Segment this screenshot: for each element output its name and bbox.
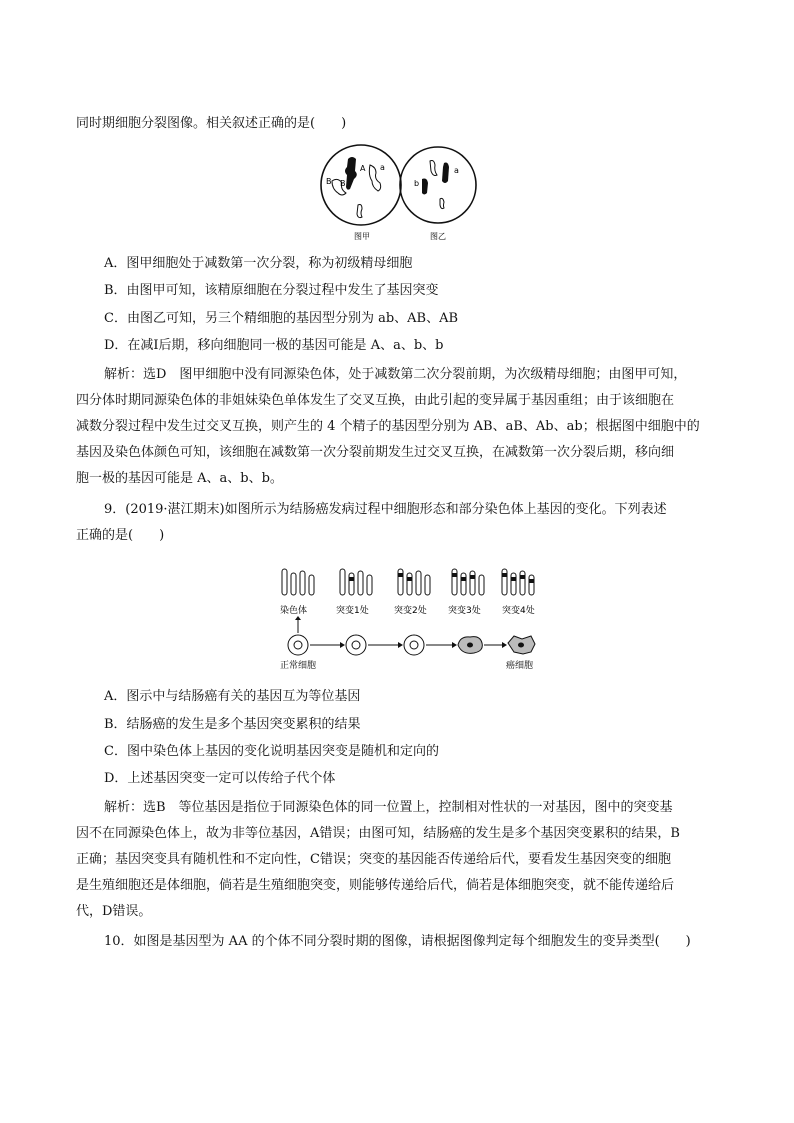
chromosome-small-jia bbox=[357, 205, 362, 218]
q8-analysis-line-3: 减数分裂过程中发生过交叉互换，则产生的 4 个精子的基因型分别为 AB、aB、Ab、ab；根据图中细胞中的 bbox=[76, 419, 700, 434]
label-mutation-3: 突变3处 bbox=[448, 606, 481, 616]
q9-analysis-line-5: 代，D错误。 bbox=[76, 904, 152, 919]
q9-analysis-line-4: 是生殖细胞还是体细胞，倘若是生殖细胞突变，则能够传递给后代，倘若是体细胞突变，就不能传递给后 bbox=[76, 878, 675, 893]
gene-label-b-yi: b bbox=[414, 179, 420, 188]
chromosome-light-yi bbox=[430, 161, 437, 176]
gene-label-a: a bbox=[380, 163, 385, 172]
q8-option-c: C．由图乙可知，另三个精细胞的基因型分别为 ab、AB、AB bbox=[104, 311, 459, 326]
q9-analysis-line-3: 正确；基因突变具有随机性和不定向性，C错误；突变的基因能否传递给后代，要看发生基因突变的细胞 bbox=[76, 852, 671, 867]
cell-normal bbox=[288, 635, 308, 655]
gene-label-a-yi: a bbox=[454, 166, 459, 175]
cell-yi-membrane bbox=[400, 147, 476, 223]
arrow-1 bbox=[340, 642, 345, 648]
q9-option-a: A．图示中与结肠癌有关的基因互为等位基因 bbox=[104, 689, 361, 704]
label-mutation-1: 突变1处 bbox=[336, 606, 369, 616]
q9-option-d: D．上述基因突变一定可以传给子代个体 bbox=[104, 771, 336, 786]
q8-analysis-line-5: 胞一极的基因可能是 A、a、b、b。 bbox=[76, 471, 283, 486]
q8-option-b: B．由图甲可知，该精原细胞在分裂过程中发生了基因突变 bbox=[104, 283, 439, 298]
label-mutation-2: 突变2处 bbox=[394, 606, 427, 616]
figure-label-jia: 图甲 bbox=[354, 232, 370, 241]
chromosome-group-mut3 bbox=[452, 569, 484, 595]
chromosome-dark-yi-1 bbox=[442, 163, 449, 184]
chromosome-small-yi bbox=[440, 198, 444, 208]
q9-analysis-line-1: 解析：选B 等位基因是指位于同源染色体的同一位置上，控制相对性状的一对基因，图中的突变基 bbox=[104, 800, 673, 815]
label-chromosome: 染色体 bbox=[280, 606, 308, 616]
q8-option-d: D．在减Ⅰ后期，移向细胞同一极的基因可能是 A、a、b、b bbox=[104, 338, 444, 353]
q9-analysis-line-2: 因不在同源染色体上，故为非等位基因，A错误；由图可知，结肠癌的发生是多个基因突变累积的结果，B bbox=[76, 826, 680, 841]
q8-analysis-line-4: 基因及染色体颜色可知，该细胞在减数第一次分裂前期发生过交叉互换，在减数第一次分裂后期，移向细 bbox=[76, 445, 675, 460]
label-cancer-cell: 癌细胞 bbox=[506, 661, 534, 671]
chromosome-group-normal bbox=[282, 569, 314, 595]
gene-label-A: A bbox=[360, 164, 366, 173]
chromosome-group-mut2 bbox=[398, 569, 430, 595]
label-mutation-4: 突变4处 bbox=[502, 606, 535, 616]
q9-stem-line-2: 正确的是( ) bbox=[76, 528, 165, 543]
arrow-2 bbox=[398, 642, 403, 648]
q9-stem-line-1: 9．(2019·湛江期末)如图所示为结肠癌发病过程中细胞形态和部分染色体上基因的变化。下列表述 bbox=[104, 502, 667, 517]
cell-stage-2 bbox=[404, 635, 424, 655]
chromosome-light-jia bbox=[369, 165, 380, 191]
arrow-4 bbox=[502, 642, 507, 648]
q10-stem: 10．如图是基因型为 AA 的个体不同分裂时期的图像，请根据图像判定每个细胞发生的变异类型( ) bbox=[104, 934, 691, 949]
q8-analysis-line-2: 四分体时期同源染色体的非姐妹染色单体发生了交叉互换，由此引起的变异属于基因重组；由于该细胞在 bbox=[76, 393, 675, 408]
chromosome-group-mut1 bbox=[340, 569, 372, 595]
gene-label-B2: B bbox=[340, 179, 346, 188]
figure-label-yi: 图乙 bbox=[430, 232, 446, 241]
q8-stem: 同时期细胞分裂图像。相关叙述正确的是( ) bbox=[76, 116, 347, 131]
cell-stage-1 bbox=[346, 635, 366, 655]
q8-analysis-line-1: 解析：选D 图甲细胞中没有同源染色体，处于减数第二次分裂前期，为次级精母细胞；由图甲可知， bbox=[104, 367, 687, 382]
chromosome-group-mut4 bbox=[502, 569, 534, 595]
cell-division-figure bbox=[318, 143, 478, 243]
chromosome-dark-yi-2 bbox=[422, 179, 428, 195]
colon-cancer-figure bbox=[270, 563, 540, 675]
q9-option-c: C．图中染色体上基因的变化说明基因突变是随机和定向的 bbox=[104, 744, 439, 759]
label-normal-cell: 正常细胞 bbox=[280, 661, 317, 671]
gene-label-B1: B bbox=[326, 177, 332, 186]
q9-option-b: B．结肠癌的发生是多个基因突变累积的结果 bbox=[104, 717, 361, 732]
arrow-3 bbox=[452, 642, 457, 648]
q8-option-a: A．图甲细胞处于减数第一次分裂，称为初级精母细胞 bbox=[104, 256, 413, 271]
chromosome-dark-jia bbox=[345, 157, 357, 190]
